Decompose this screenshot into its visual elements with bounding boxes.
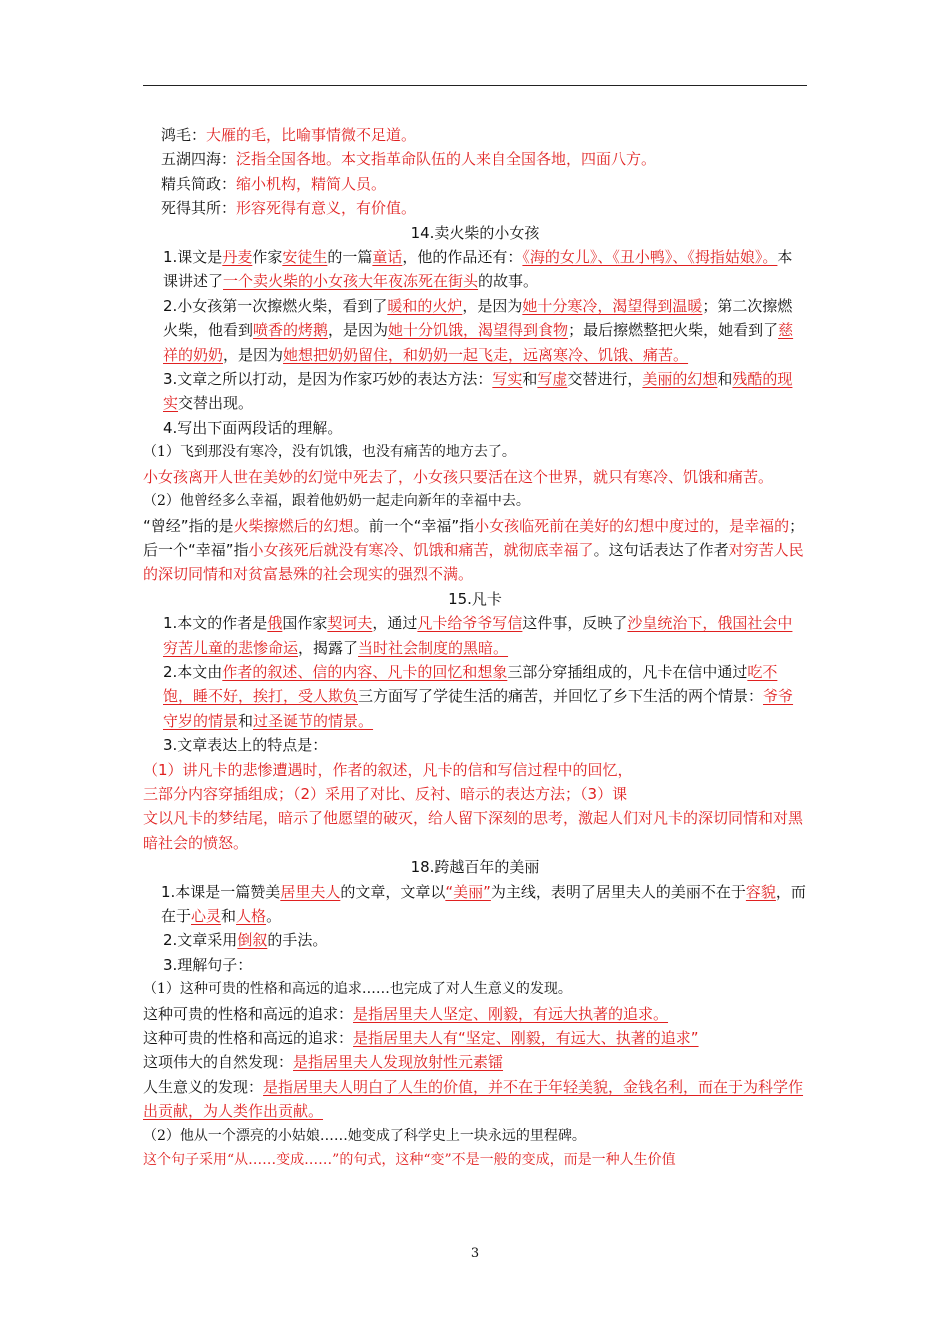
question [143, 611, 807, 660]
answer-fill: 她十分寒冷，渴望得到温暖 [522, 296, 703, 315]
question [143, 928, 807, 952]
text-segment: 作家 [252, 248, 283, 267]
text-segment: 2.文章采用 [163, 931, 238, 950]
answer-fill: 对穷苦人民的深切同情和对贫富悬殊的社会现实的强烈不满。 [143, 540, 804, 584]
text-segment: 鸿毛： [161, 126, 207, 144]
answer-fill: 倒叙 [237, 931, 268, 950]
text-segment: 这种可贵的性格和高远的追求： [143, 1029, 354, 1048]
question: 4.写出下面两段话的理解。 [163, 418, 343, 437]
text-segment: ，通过 [372, 614, 418, 633]
answer-fill: 她想把奶奶留住，和奶奶一起飞走，远离寒冷、饥饿、痛苦。 [283, 345, 689, 364]
text-segment: 2.本文由 [163, 662, 223, 681]
text-segment: ；后一个“幸福”指 [143, 516, 805, 559]
text-segment: 交替出现。 [178, 394, 254, 413]
answer: 小女孩离开人世在美妙的幻觉中死去了，小女孩只要活在这个世界，就只有寒冷、饥饿和痛苦。 [143, 467, 774, 486]
text-segment: 1.本文的作者是 [163, 614, 268, 633]
text-segment: ，揭露了 [298, 638, 359, 657]
question [143, 294, 807, 367]
text-segment: 的一篇 [327, 248, 373, 267]
quote-line: （2）他从一个漂亮的小姑娘……她变成了科学史上一块永远的里程碑。 [143, 1127, 586, 1144]
page-number: 3 [470, 1246, 480, 1261]
text-segment: 人生意义的发现： [143, 1077, 264, 1096]
answer-fill: 小女孩临死前在美好的幻想中度过的，是幸福的 [474, 516, 790, 535]
question [143, 245, 807, 294]
answer-fill: 沙皇统治下，俄国社会中穷苦儿童的悲惨命运 [163, 614, 793, 657]
text-segment: 。 [266, 907, 282, 925]
answer-fill: 当时社会制度的黑暗。 [358, 638, 509, 657]
answer-fill: 是指居里夫人发现放射性元素镭 [293, 1053, 504, 1072]
text-segment: 1.本课是一篇赞美 [161, 882, 281, 901]
section-title: 18.跨越百年的美丽 [410, 858, 540, 877]
text-segment: 2.小女孩第一次擦燃火柴，看到了 [163, 296, 388, 315]
answer-fill: 写虚 [537, 370, 568, 389]
answer-fill: 是指居里夫人明白了人生的价值，并不在于年轻美貌，金钱名利，而在于为科学作出贡献，为人类作出贡献。 [143, 1077, 804, 1121]
answer-fill: 慈祥的奶奶 [163, 321, 794, 364]
answer-fill: 残酷的现实 [163, 370, 793, 413]
text-segment: 精兵简政： [161, 174, 237, 193]
text-segment: 这种可贵的性格和高远的追求： [143, 1004, 354, 1023]
quote-line: （2）他曾经多么幸福，跟着他奶奶一起走向新年的幸福中去。 [143, 493, 530, 510]
question: 3.文章表达上的特点是： [163, 736, 328, 755]
answer-fill: 写实 [492, 370, 523, 389]
text-segment: 的故事。 [478, 272, 539, 291]
answer [143, 1026, 807, 1050]
text-segment: ，是因为 [223, 345, 284, 364]
text-segment: ，是因为 [462, 296, 523, 315]
answer: 三部分内容穿插组成；（2）采用了对比、反衬、暗示的表达方法；（3）课 [143, 784, 628, 803]
answer-fill: 喷香的烤鹅 [253, 321, 329, 340]
text-segment: 死得其所： [161, 199, 237, 218]
answer-fill: 泛指全国各地。本文指革命队伍的人来自全国各地，四面八方。 [236, 150, 657, 169]
answer-fill: 《海的女儿》、《丑小鸭》、《拇指姑娘》。 [522, 248, 778, 267]
answer-fill: 凡卡给爷爷写信 [417, 614, 523, 633]
answer-fill: 美丽的幻想 [642, 370, 718, 389]
answer: 文以凡卡的梦结尾，暗示了他愿望的破灭，给人留下深刻的思考，激起人们对凡卡的深切同情和对黑暗社会的愤怒。 [143, 809, 804, 852]
header-rule [143, 85, 807, 86]
text-segment: 1.课文是 [163, 248, 223, 267]
answer [143, 1050, 807, 1074]
text-segment: ，他的作品还有： [402, 248, 523, 267]
answer [143, 514, 807, 587]
answer-fill: 容貌 [745, 882, 776, 901]
answer-fill: 大雁的毛，比喻事情微不足道。 [206, 126, 417, 144]
text-segment: 和 [522, 370, 538, 389]
question [143, 660, 807, 733]
answer-fill: 过圣诞节的情景。 [253, 711, 374, 730]
text-segment: ；最后擦燃整把火柴，她看到了 [568, 321, 779, 340]
answer-fill: 作者的叙述、信的内容、凡卡的回忆和想象 [222, 662, 508, 681]
text-segment: 交替进行， [567, 370, 643, 389]
question [143, 367, 807, 416]
answer-fill: 俄 [267, 614, 283, 633]
text-segment: 的文章，文章以 [340, 882, 446, 901]
text-segment: 国作家 [282, 614, 328, 633]
answer-fill: 是指居里夫人有“坚定、刚毅，有远大、执著的追求” [353, 1029, 699, 1048]
answer-fill: 居里夫人 [280, 882, 341, 901]
word-entry [143, 196, 807, 220]
answer-fill: 火柴擦燃后的幻想 [233, 516, 354, 535]
text-segment: 和 [221, 907, 237, 925]
answer-fill: 小女孩死后就没有寒冷、饥饿和痛苦，就彻底幸福了 [248, 540, 594, 559]
word-entry [143, 123, 807, 147]
answer-fill: 人格 [236, 907, 267, 925]
answer-fill: “美丽” [445, 882, 491, 901]
answer-fill: 是指居里夫人坚定、刚毅，有远大执著的追求。 [353, 1004, 669, 1023]
text-segment: 三部分穿插组成的，凡卡在信中通过 [507, 662, 748, 681]
quote-line: （1）这种可贵的性格和高远的追求……也完成了对人生意义的发现。 [143, 981, 572, 998]
answer-fill: 一个卖火柴的小女孩大年夜冻死在街头 [223, 272, 479, 291]
section-title: 15.凡卡 [448, 589, 502, 608]
text-segment: 本课讲述了 [163, 248, 793, 291]
document-body [143, 123, 807, 1172]
text-segment: ，是因为 [328, 321, 389, 340]
answer-fill: 安徒生 [282, 248, 328, 267]
text-segment: 。这句话表达了作者 [593, 540, 729, 559]
text-segment: “曾经”指的是 [143, 516, 234, 535]
section-title: 14.卖火柴的小女孩 [410, 223, 540, 242]
answer [143, 1075, 807, 1124]
text-segment: 五湖四海： [161, 150, 237, 169]
text-segment: 这件事，反映了 [522, 614, 628, 633]
answer [143, 1002, 807, 1026]
answer-fill: 童话 [372, 248, 403, 267]
answer: 这个句子采用“从……变成……”的句式，这种“变”不是一般的变成，而是一种人生价值 [143, 1152, 676, 1169]
answer-fill: 缩小机构，精简人员。 [236, 174, 387, 193]
text-segment: 和 [717, 370, 733, 389]
quote-line: （1）飞到那没有寒冷，没有饥饿，也没有痛苦的地方去了。 [143, 444, 516, 461]
text-segment: 的手法。 [267, 931, 328, 950]
answer-fill: 丹麦 [222, 248, 253, 267]
text-segment: 为主线，表明了居里夫人的美丽不在于 [490, 882, 746, 901]
question: 3.理解句子： [163, 955, 253, 974]
answer-fill: 契诃夫 [327, 614, 373, 633]
text-segment: 。前一个“幸福”指 [353, 516, 475, 535]
text-segment: 这项伟大的自然发现： [143, 1053, 294, 1072]
answer-fill: 吃不饱，睡不好，挨打，受人欺负 [163, 662, 778, 706]
text-segment: ；第二次擦燃火柴，他看到 [163, 296, 793, 340]
answer-fill: 暖和的火炉 [387, 296, 463, 315]
text-segment: ，而在于 [161, 882, 806, 925]
answer-fill: 心灵 [191, 907, 222, 925]
word-entry [143, 147, 807, 171]
answer-fill: 爷爷守岁的情景 [163, 687, 794, 730]
word-entry [143, 172, 807, 196]
answer: （1）讲凡卡的悲惨遭遇时，作者的叙述，凡卡的信和写信过程中的回忆， [143, 760, 633, 779]
answer-fill: 她十分饥饿，渴望得到食物 [388, 321, 569, 340]
text-segment: 3.文章之所以打动，是因为作家巧妙的表达方法： [163, 370, 493, 389]
answer-fill: 形容死得有意义，有价值。 [236, 199, 417, 218]
text-segment: 三方面写了学徒生活的痛苦，并回忆了乡下生活的两个情景： [358, 687, 764, 706]
question [143, 880, 807, 929]
text-segment: 和 [238, 711, 254, 730]
